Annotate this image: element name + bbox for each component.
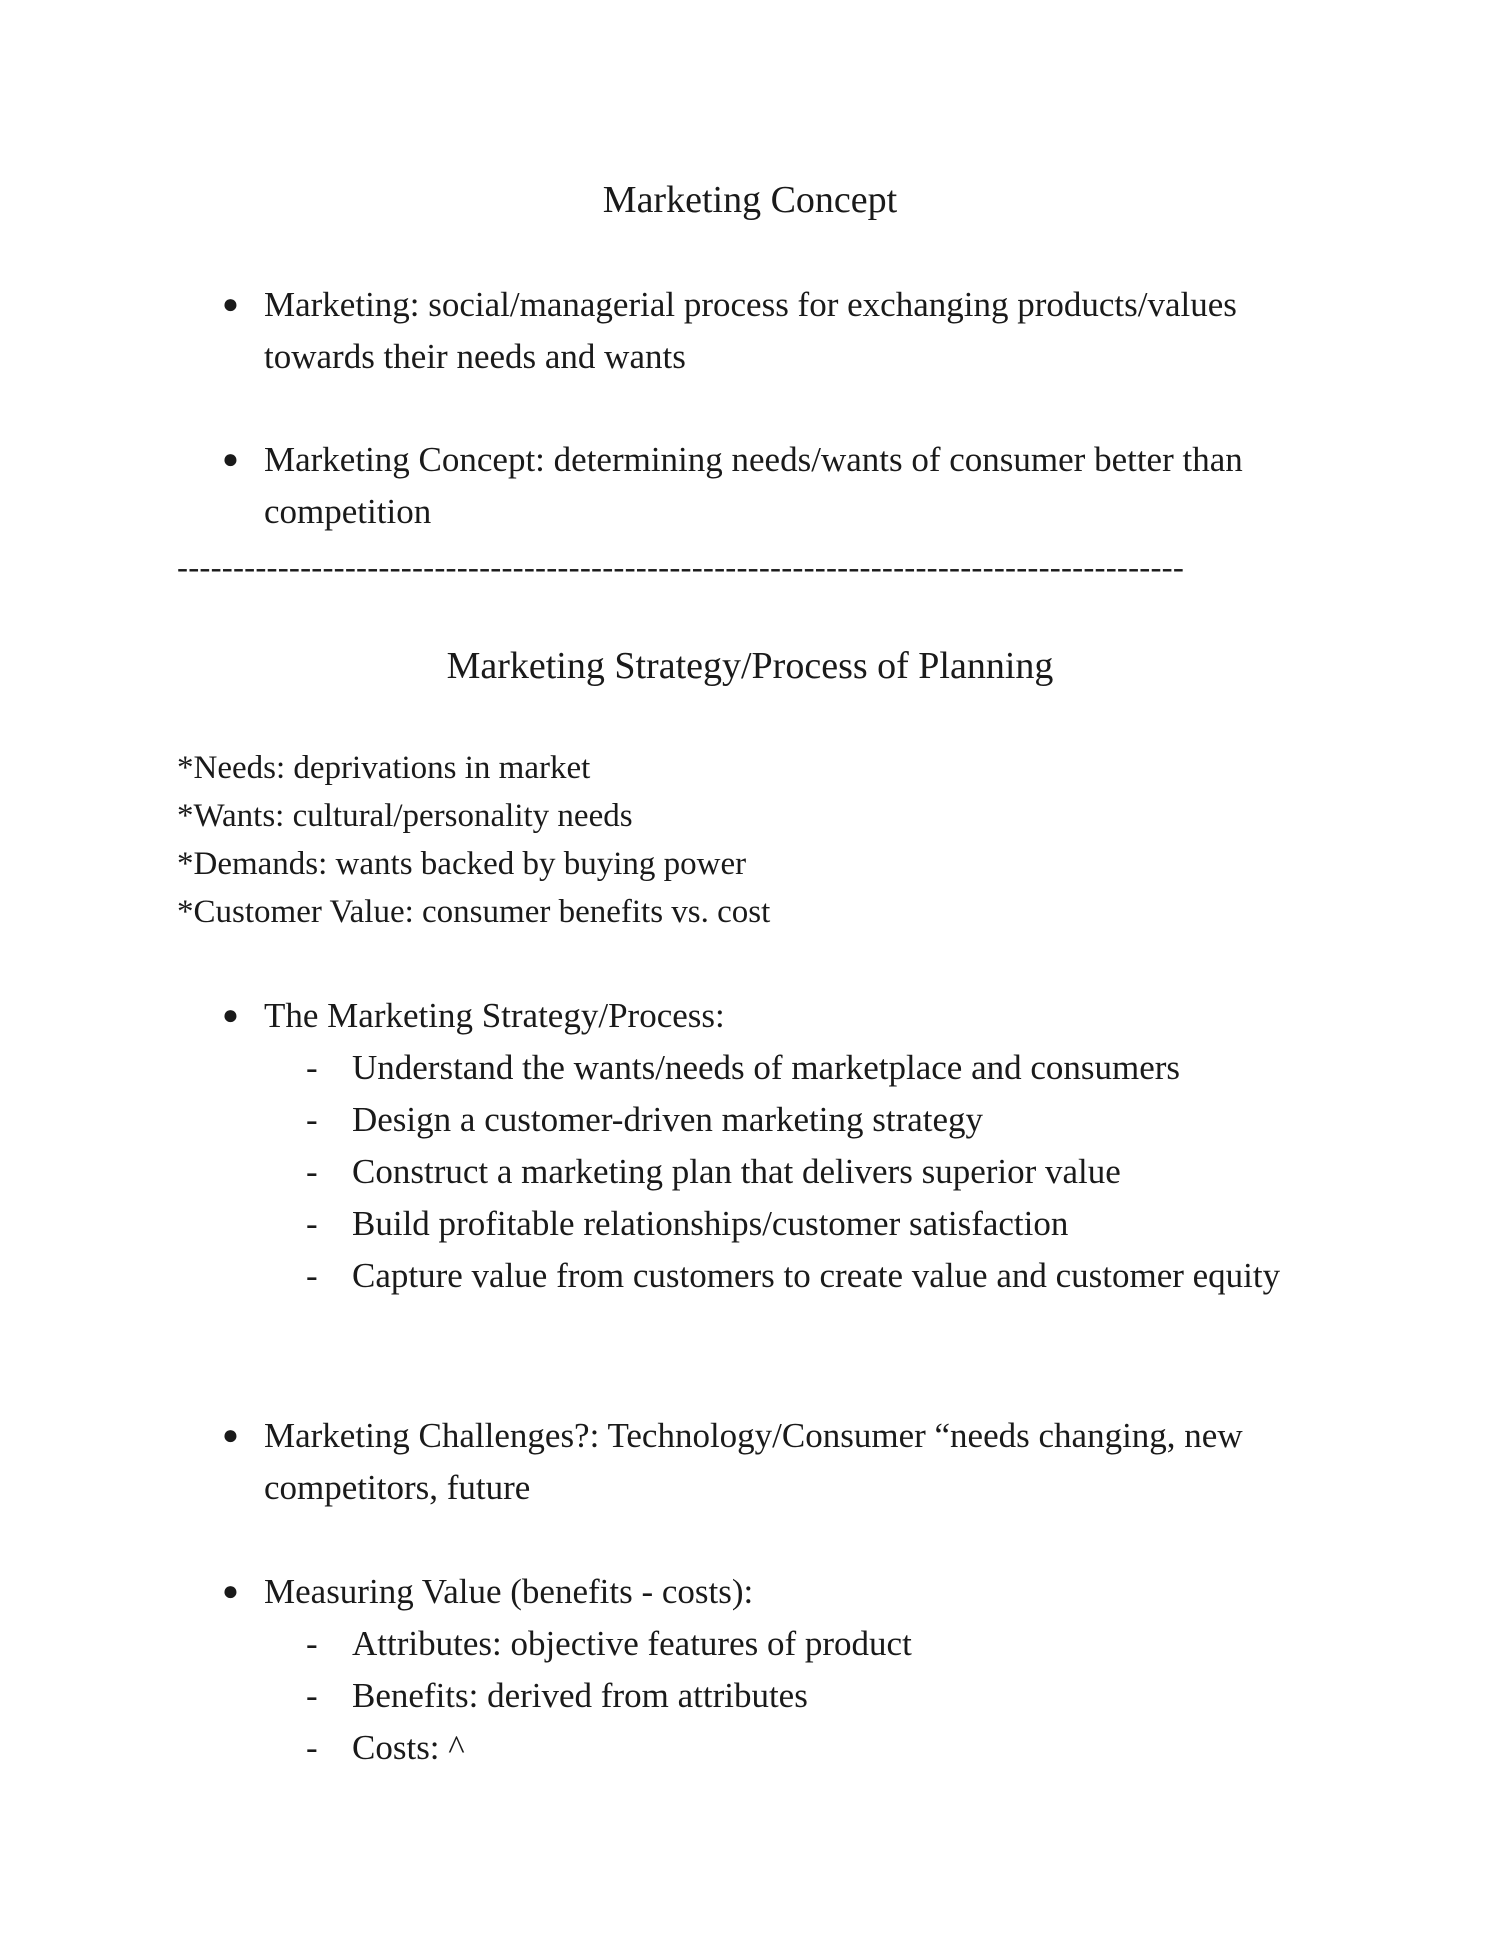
bullet-item-marketing-challenges xyxy=(222,1410,1332,1514)
list-item-text: Attributes: objective features of product xyxy=(352,1624,912,1663)
bullet-text: Marketing: social/managerial process for exchanging products/values towards their needs and wants xyxy=(264,285,1237,376)
list-item xyxy=(306,1198,1336,1250)
bullet-text: Marketing Concept: determining needs/wants of consumer better than competition xyxy=(264,440,1243,531)
list-item xyxy=(306,1042,1336,1094)
definition-customer-value: *Customer Value: consumer benefits vs. cost xyxy=(177,894,771,930)
bullet-item-strategy-process xyxy=(222,990,1332,1042)
bullet-icon: ● xyxy=(222,1000,239,1031)
list-item-text: Build profitable relationships/customer satisfaction xyxy=(352,1204,1069,1243)
dash-icon: - xyxy=(306,1256,318,1295)
list-item xyxy=(306,1670,1336,1722)
list-item xyxy=(306,1094,1336,1146)
dash-icon: - xyxy=(306,1676,318,1715)
dash-icon: - xyxy=(306,1152,318,1191)
list-item xyxy=(306,1146,1336,1198)
list-item xyxy=(306,1722,1336,1774)
list-item-text: Construct a marketing plan that delivers superior value xyxy=(352,1152,1121,1191)
dash-icon: - xyxy=(306,1100,318,1139)
definition-needs: *Needs: deprivations in market xyxy=(177,750,591,786)
bullet-icon: ● xyxy=(222,444,239,475)
list-item-text: Costs: ^ xyxy=(352,1728,465,1767)
definition-wants: *Wants: cultural/personality needs xyxy=(177,798,633,834)
bullet-text: Marketing Challenges?: Technology/Consumer “needs changing, new competitors, future xyxy=(264,1416,1243,1507)
definition-demands: *Demands: wants backed by buying power xyxy=(177,846,747,882)
list-item-text: Benefits: derived from attributes xyxy=(352,1676,808,1715)
bullet-icon: ● xyxy=(222,1420,239,1451)
list-item xyxy=(306,1618,1336,1670)
list-item xyxy=(306,1250,1336,1354)
dash-icon: - xyxy=(306,1624,318,1663)
bullet-item-marketing-concept xyxy=(222,434,1332,538)
dash-icon: - xyxy=(306,1204,318,1243)
bullet-icon: ● xyxy=(222,1576,239,1607)
bullet-icon: ● xyxy=(222,289,239,320)
list-item-text: Design a customer-driven marketing strategy xyxy=(352,1100,984,1139)
bullet-item-marketing-definition xyxy=(222,279,1332,383)
list-item-text: Understand the wants/needs of marketplace and consumers xyxy=(352,1048,1181,1087)
section-title-marketing-concept: Marketing Concept xyxy=(602,179,898,221)
list-item-text: Capture value from customers to create value and customer equity xyxy=(352,1256,1281,1295)
section-divider: ------------------------------------------------------------------------------------------ xyxy=(177,550,1185,586)
dash-icon: - xyxy=(306,1728,318,1767)
bullet-item-measuring-value xyxy=(222,1566,1332,1618)
bullet-text: The Marketing Strategy/Process: xyxy=(264,996,725,1035)
dash-icon: - xyxy=(306,1048,318,1087)
bullet-text: Measuring Value (benefits - costs): xyxy=(264,1572,754,1611)
section-title-marketing-strategy: Marketing Strategy/Process of Planning xyxy=(446,645,1054,687)
